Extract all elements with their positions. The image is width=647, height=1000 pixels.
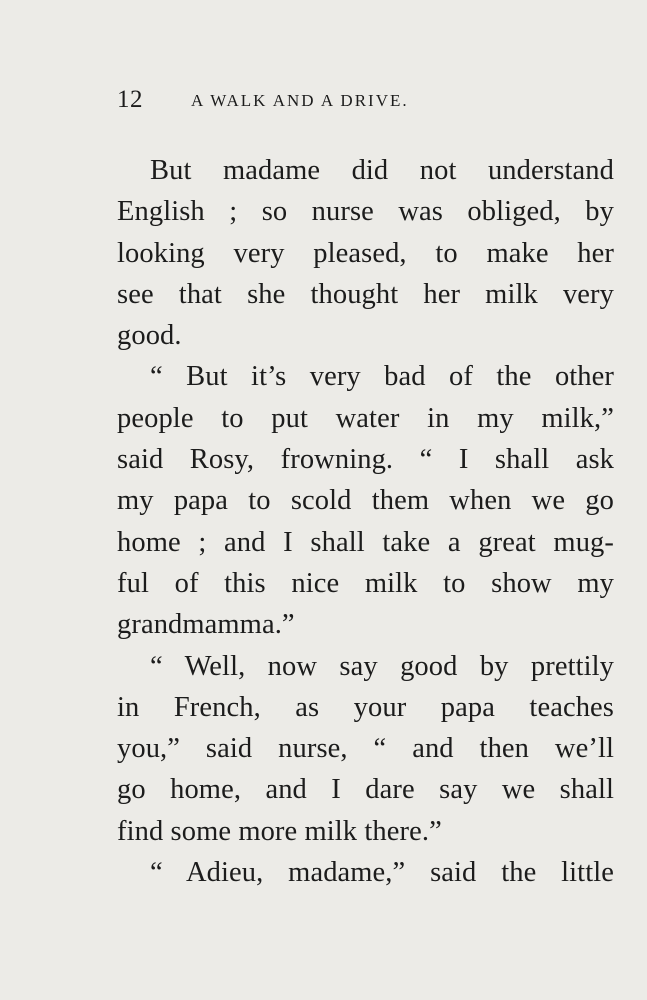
text-line: home ; and I shall take a great mug- [117, 526, 614, 558]
text-line: people to put water in my milk,” [117, 402, 614, 434]
text-line: said Rosy, frowning. “ I shall ask [117, 444, 614, 476]
text-line: see that she thought her milk very [117, 278, 614, 310]
text-line: “ Well, now say good by prettily [150, 650, 614, 682]
text-line: good. [117, 320, 182, 352]
text-line: you,” said nurse, “ and then we’ll [117, 733, 614, 765]
text-line: go home, and I dare say we shall [117, 774, 614, 806]
page-header [117, 86, 617, 118]
text-line: But madame did not understand [150, 155, 614, 186]
page-number: 12 [117, 86, 143, 113]
text-line: grandmamma.” [117, 609, 295, 641]
running-title: A WALK AND A DRIVE. [191, 91, 409, 110]
text-line: my papa to scold them when we go [117, 485, 614, 517]
text-line: ful of this nice milk to show my [117, 567, 614, 599]
text-line: in French, as your papa teaches [117, 691, 614, 723]
text-line: “ Adieu, madame,” said the little [150, 857, 614, 889]
text-line: looking very pleased, to make her [117, 237, 614, 269]
body-text [117, 150, 614, 893]
text-line: English ; so nurse was obliged, by [117, 196, 614, 228]
text-line: find some more milk there.” [117, 815, 442, 847]
text-line: “ But it’s very bad of the other [150, 361, 614, 393]
